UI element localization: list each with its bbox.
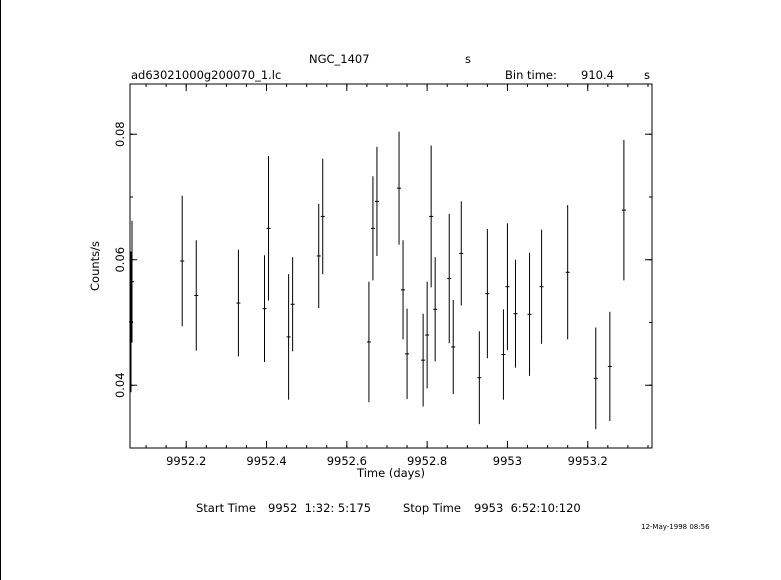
data-point (566, 205, 570, 339)
data-point (421, 314, 425, 407)
data-point (608, 312, 612, 421)
data-point (528, 253, 532, 376)
bin-time-label: Bin time: (505, 68, 557, 82)
data-point (371, 176, 375, 280)
data-point (501, 309, 505, 399)
object-unit: s (465, 52, 471, 66)
x-tick-label: 9953 (492, 454, 523, 468)
x-tick-label: 9952.2 (166, 454, 207, 468)
data-point (321, 159, 325, 274)
bin-time-unit: s (644, 68, 650, 82)
y-tick-label: 0.08 (113, 121, 127, 148)
data-point (477, 331, 481, 424)
data-point (317, 204, 321, 308)
bin-time-value: 910.4 (581, 68, 614, 82)
file-name: ad63021000g200070_1.lc (131, 68, 282, 82)
x-tick-label: 9952.6 (326, 454, 367, 468)
data-point (505, 223, 509, 350)
data-point (263, 255, 267, 362)
y-axis-label: Counts/s (88, 240, 102, 292)
x-tick-label: 9953.2 (567, 454, 608, 468)
data-point (194, 240, 198, 350)
data-point (367, 282, 371, 402)
data-point (405, 309, 409, 399)
data-point (594, 328, 598, 430)
x-tick-label: 9952.4 (246, 454, 287, 468)
data-point (236, 250, 240, 357)
x-axis-label: Time (days) (357, 466, 425, 480)
data-point (397, 132, 401, 245)
data-point (429, 146, 433, 288)
data-point (622, 140, 626, 281)
timestamp: 12-May-1998 08:56 (641, 523, 710, 531)
stop-time-label: Stop Time (403, 501, 461, 515)
data-point (485, 229, 489, 358)
data-point (287, 274, 291, 400)
start-time-value: 9952 1:32: 5:175 (268, 501, 372, 515)
object-name: NGC_1407 (309, 52, 370, 66)
data-point (375, 147, 379, 256)
data-point (425, 282, 429, 389)
data-point (433, 257, 437, 361)
data-point (447, 214, 451, 343)
stop-time-value: 9953 6:52:10:120 (474, 501, 581, 515)
y-tick-label: 0.06 (113, 246, 127, 273)
data-point (459, 201, 463, 305)
data-point (267, 156, 271, 300)
plot-frame (130, 84, 652, 448)
y-tick-label: 0.04 (113, 372, 127, 399)
data-point (180, 196, 184, 327)
data-point (291, 257, 295, 351)
data-point (401, 240, 405, 339)
data-point (451, 300, 455, 394)
start-time-label: Start Time (196, 501, 256, 515)
x-tick-label: 9952.8 (407, 454, 448, 468)
data-point (540, 230, 544, 344)
data-point (513, 260, 517, 368)
